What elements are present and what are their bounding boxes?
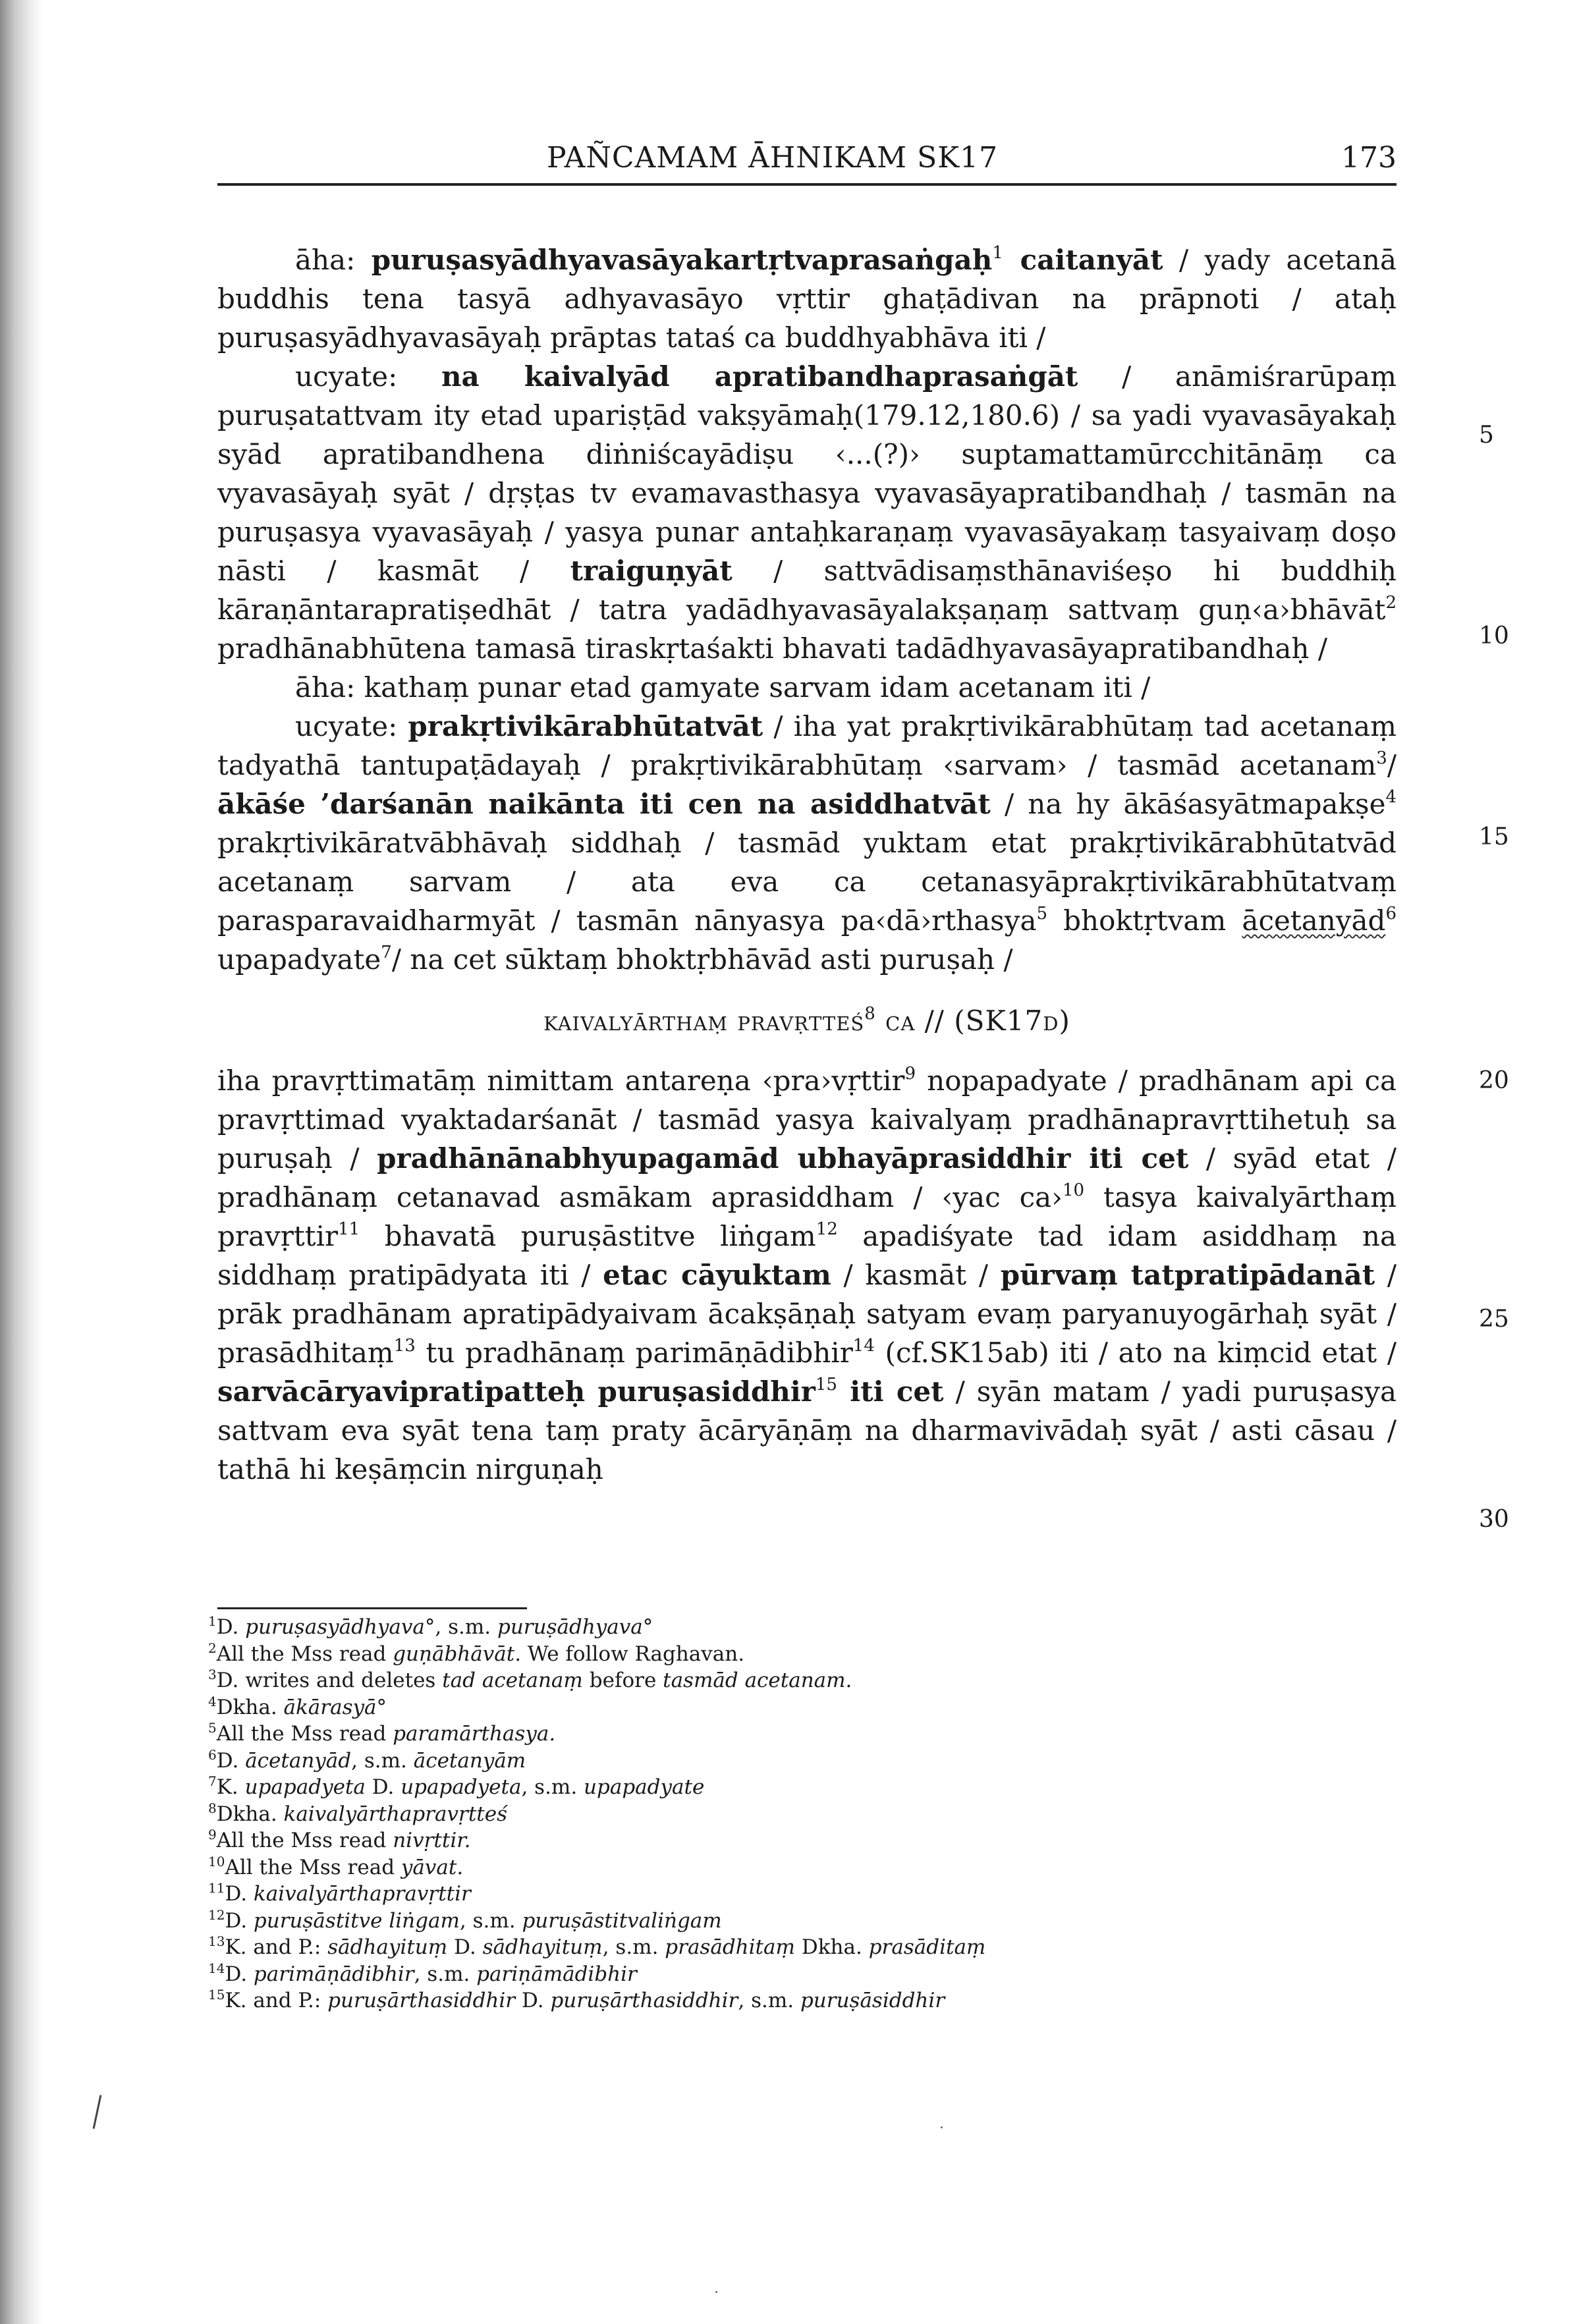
footnote-text: , s.m. (351, 1748, 414, 1773)
paragraph (217, 1061, 1397, 1489)
paragraph (217, 357, 1397, 668)
footnote-reading: ācetanyād (245, 1748, 352, 1773)
footnote-mark: 5 (208, 1720, 217, 1736)
text-run: āha: (295, 244, 372, 276)
footnote-reading: tasmād acetanam. (663, 1669, 852, 1692)
bold-lemma: pūrvaṃ tatpratipādanāt (1000, 1259, 1375, 1291)
footnote-reading: yāvat. (401, 1855, 464, 1879)
text-run: (cf.SK15ab) iti / ato na kiṃcid etat / (874, 1337, 1397, 1369)
paragraph (217, 240, 1397, 357)
footnote-mark: 13 (208, 1933, 225, 1949)
footnote-mark: 1 (208, 1613, 217, 1629)
footnote-text: , s.m. (414, 1962, 477, 1986)
footnote-rule (217, 1607, 527, 1609)
footnote-text: D. (225, 1962, 254, 1986)
footnote-text: Dkha. (795, 1935, 869, 1959)
footnote-ref: 15 (815, 1375, 837, 1395)
footnote-text: D. (447, 1935, 483, 1959)
footnote-mark: 6 (208, 1746, 217, 1763)
text-run: / iha yat prakṛtivikārabhūtaṃ tad acetanaṃ tadyathā tantupaṭādayaḥ / prakṛtivikārabhūtaṃ ‹sarvam› / tasmād acetanam (217, 710, 1397, 781)
text-run: / kasmāt / (831, 1259, 1001, 1291)
stray-pen-mark (93, 2095, 102, 2128)
footnote (208, 1854, 1328, 1881)
text-run: / yady acetanā buddhis tena tasyā adhyavasāyo vṛttir ghaṭādivan na prāpnoti / ataḥ puruṣasyādhyavasāyaḥ prāptas tataś ca buddhyabhāva iti / (217, 244, 1397, 354)
text-run: prakṛtivikāratvābhāvaḥ siddhaḥ / tasmād yuktam etat prakṛtivikārabhūtatvād acetanaṃ sarvam / ata eva ca cetanasyāprakṛtivikārabhūtatvaṃ parasparavaidharmyāt / tasmān nānyasya pa‹dā›rthasya (217, 827, 1397, 937)
text-run: bhoktṛtvam (1047, 904, 1242, 937)
bold-lemma: caitanyāt (1003, 244, 1163, 276)
text-run: / (1387, 749, 1397, 781)
section-heading (217, 979, 1397, 1061)
footnote-reading: pariṇāmādibhir (476, 1962, 637, 1986)
text-run: ucyate: (295, 360, 442, 393)
footnote-mark: 9 (208, 1827, 217, 1842)
footnote-text: K. and P.: (225, 1989, 328, 2012)
footnote-reading: puruṣārthasiddhir (550, 1989, 738, 2012)
text-run: bhavatā puruṣāstitve liṅgam (360, 1220, 816, 1252)
footnote-ref: 5 (1036, 904, 1048, 924)
footnote-reading: upapadyate (584, 1775, 705, 1799)
footnote-text: D. (365, 1775, 401, 1799)
footnote-text: All the Mss read (216, 1722, 393, 1746)
line-number: 10 (1479, 622, 1509, 650)
line-number: 30 (1479, 1506, 1509, 1533)
footnote (208, 1721, 1328, 1748)
footnote (208, 1908, 1328, 1935)
footnote (208, 1774, 1328, 1801)
footnote-reading: puruṣāsiddhir (800, 1989, 945, 2012)
footnote-reading: upapadyeta (244, 1775, 366, 1799)
footnote-mark: 8 (208, 1800, 217, 1816)
footnote-mark: 10 (208, 1853, 225, 1869)
running-title: PAÑCAMAM ĀHNIKAM SK17 (547, 141, 999, 175)
footnote-text: D. writes and deletes (216, 1669, 443, 1692)
footnote-reading: kaivalyārthapravṛttir (253, 1882, 471, 1906)
footnote-ref: 13 (393, 1336, 416, 1356)
footnote-ref: 10 (1062, 1180, 1085, 1200)
footnote-mark: 14 (208, 1960, 225, 1976)
heading-footnote-ref: 8 (864, 1004, 876, 1024)
footnote-reading: nivṛttir. (393, 1829, 471, 1852)
footnote-reading: paramārthasya. (393, 1722, 556, 1746)
footnote-ref: 3 (1376, 748, 1387, 768)
footnote-mark: 2 (208, 1640, 217, 1656)
footnote (208, 1827, 1328, 1854)
footnote-text: We follow Raghavan. (521, 1642, 745, 1666)
footnote-reading: upapadyeta (401, 1775, 522, 1799)
text-run: / na hy ākāśasyātmapakṣe (990, 788, 1386, 820)
footnote-reading: ākārasyā° (283, 1695, 387, 1719)
footnote-ref: 1 (992, 243, 1003, 263)
footnote-ref: 7 (381, 943, 392, 962)
footnote-reading: puruṣārthasiddhir (327, 1989, 516, 2012)
text-run: tasya kaivalyārthaṃ pravṛttir (217, 1181, 1397, 1252)
bold-lemma: traiguṇyāt (570, 555, 733, 587)
heading-text: kaivalyārthaṃ pravṛtteś (543, 1005, 865, 1037)
text-run: pradhānabhūtena tamasā tiraskṛtaśakti bhavati tadādhyavasāyapratibandhaḥ / (217, 632, 1327, 665)
bold-lemma: sarvācāryavipratipatteḥ puruṣasiddhir (217, 1375, 816, 1408)
footnote (208, 1748, 1328, 1775)
footnote-text: , s.m. (602, 1935, 665, 1959)
footnote-ref: 9 (904, 1064, 916, 1084)
line-number: 5 (1479, 422, 1494, 449)
dust-speck (715, 2291, 717, 2293)
footnote-text: , s.m. (521, 1775, 584, 1799)
footnote-text: , s.m. (738, 1989, 800, 2012)
text-run: iha pravṛttimatāṃ nimittam antareṇa ‹pra›vṛttir (217, 1065, 905, 1097)
footnote (208, 1614, 1328, 1641)
footnote-text: D. (216, 1615, 246, 1639)
footnote-reading: puruṣasyādhyava° (245, 1615, 435, 1639)
text-run: / syād etat / pradhānaṃ cetanavad asmākam aprasiddham / ‹yac ca› (217, 1142, 1397, 1213)
footnote-reading: sādhayituṃ (482, 1935, 603, 1959)
underlined-word: ācetanyād (1242, 904, 1386, 937)
footnote (208, 1694, 1328, 1721)
footnote-mark: 11 (208, 1880, 225, 1896)
footnote-text: D. (225, 1882, 254, 1906)
bold-lemma: prakṛtivikārabhūtatvāt (408, 710, 763, 742)
footnote-text: D. (515, 1989, 551, 2012)
text-run: āha: kathaṃ punar etad gamyate sarvam idam acetanam iti / (295, 671, 1151, 704)
bold-lemma: na kaivalyād apratibandhaprasaṅgāt (441, 360, 1078, 393)
footnote-reading: parimāṇādibhir (253, 1962, 414, 1986)
text-run: / na cet sūktaṃ bhoktṛbhāvād asti puruṣaḥ / (391, 943, 1013, 976)
heading-suffix: ca // (SK17d) (875, 1005, 1070, 1037)
footnote-text: , s.m. (435, 1615, 497, 1639)
footnote-ref: 2 (1385, 593, 1397, 613)
footnote-reading: ācetanyām (413, 1748, 526, 1773)
footnote-ref: 11 (338, 1219, 360, 1239)
footnote-text: , s.m. (459, 1908, 522, 1933)
header-rule (217, 183, 1397, 186)
footnote-mark: 12 (208, 1906, 225, 1923)
footnote (208, 1667, 1328, 1694)
footnote-mark: 7 (208, 1773, 217, 1789)
footnote-text: Dkha. (216, 1695, 284, 1719)
text-run: / anāmiśrarūpaṃ puruṣatattvam ity etad upariṣṭād vakṣyāmaḥ(179.12,180.6) / sa yadi vyavasāyakaḥ syād apratibandhena diṅniścayādiṣu ‹...(?)› suptamattamūrcchitānāṃ ca vyavasāyaḥ syāt / dṛṣṭas tv evamavasthasya vyavasāyapratibandhaḥ / tasmān na puruṣasya vyavasāyaḥ / yasya punar antaḥkaraṇaṃ vyavasāyakaṃ tasyaivaṃ doṣo nāsti / kasmāt / (217, 360, 1397, 587)
footnote-text: All the Mss read (216, 1829, 393, 1852)
paragraph (217, 668, 1397, 707)
footnote-reading: puruṣāstitvaliṅgam (522, 1908, 722, 1933)
footnote-ref: 6 (1385, 904, 1397, 924)
footnote-reading: prasādhitaṃ (665, 1935, 796, 1959)
bold-lemma: puruṣasyādhyavasāyakartṛtvaprasaṅgaḥ (371, 244, 993, 276)
page-header (217, 136, 1397, 182)
line-number: 20 (1479, 1067, 1509, 1094)
footnote-mark: 15 (208, 1987, 225, 2003)
footnote-text: D. (225, 1908, 254, 1933)
text-run: apadiśyate tad idam asiddhaṃ na siddhaṃ pratipādyata iti / (217, 1220, 1397, 1291)
footnote-text: Dkha. (216, 1802, 284, 1826)
bold-lemma: pradhānānabhyupagamād ubhayāprasiddhir iti cet (377, 1142, 1189, 1175)
footnote (208, 1961, 1328, 1988)
paragraph (217, 707, 1397, 979)
bold-lemma: etac cāyuktam (603, 1259, 831, 1291)
text-run: nopapadyate / pradhānam api ca pravṛttimad vyaktadarśanāt / tasmād yasya kaivalyaṃ pradhānapravṛttihetuḥ sa puruṣaḥ / (217, 1065, 1397, 1175)
line-number: 25 (1479, 1306, 1509, 1333)
footnote-mark: 3 (208, 1667, 217, 1682)
footnote-reading: sādhayituṃ (327, 1935, 448, 1959)
main-text (217, 240, 1397, 1489)
footnote-text: D. (216, 1748, 246, 1773)
footnote-text: K. and P.: (225, 1935, 328, 1959)
text-run: upapadyate (217, 943, 381, 976)
dust-speck (941, 2126, 943, 2128)
binding-shadow (0, 0, 42, 2324)
footnote-text: All the Mss read (216, 1642, 393, 1666)
footnote-ref: 14 (852, 1336, 875, 1356)
footnote-ref: 4 (1385, 787, 1397, 807)
page-number: 173 (1341, 141, 1397, 175)
footnote-reading: prasāditaṃ (868, 1935, 986, 1959)
footnote-ref: 12 (816, 1219, 838, 1239)
text-run: tu pradhānaṃ parimāṇādibhir (415, 1337, 853, 1369)
footnote (208, 1641, 1328, 1668)
line-number: 15 (1479, 823, 1509, 850)
footnote (208, 1881, 1328, 1908)
footnote-reading: puruṣādhyava° (497, 1615, 653, 1639)
footnote-reading: tad acetanaṃ (442, 1669, 583, 1692)
text-run: / syān matam / yadi puruṣasya sattvam eva syāt tena taṃ praty ācāryāṇāṃ na dharmavivādaḥ syāt / asti cāsau / tathā hi keṣāṃcin nirguṇaḥ (217, 1375, 1397, 1485)
footnote-text: before (582, 1669, 663, 1692)
text-run: ucyate: (295, 710, 408, 742)
bold-lemma: ākāśe ’darśanān naikānta iti cen na asiddhatvāt (217, 788, 991, 820)
footnote-text: All the Mss read (225, 1855, 401, 1879)
text-run: / prāk pradhānam apratipādyaivam ācakṣāṇaḥ satyam evaṃ paryanuyogārhaḥ syāt / prasādhitaṃ (217, 1259, 1397, 1369)
footnote (208, 1801, 1328, 1828)
footnote-reading: kaivalyārthapravṛtteś (283, 1802, 507, 1826)
bold-lemma: iti cet (837, 1375, 944, 1408)
footnotes (208, 1614, 1328, 2014)
footnote-mark: 4 (208, 1693, 217, 1709)
footnote (208, 1934, 1328, 1961)
footnote-text: K. (216, 1775, 245, 1799)
footnote-reading: guṇābhāvāt. (393, 1642, 522, 1666)
footnote (208, 1987, 1328, 2014)
text-run: / sattvādisaṃsthānaviśeṣo hi buddhiḥ kāraṇāntarapratiṣedhāt / tatra yadādhyavasāyalakṣaṇaṃ sattvaṃ guṇ‹a›bhāvāt (217, 555, 1397, 626)
footnote-reading: puruṣāstitve liṅgam (253, 1908, 460, 1933)
